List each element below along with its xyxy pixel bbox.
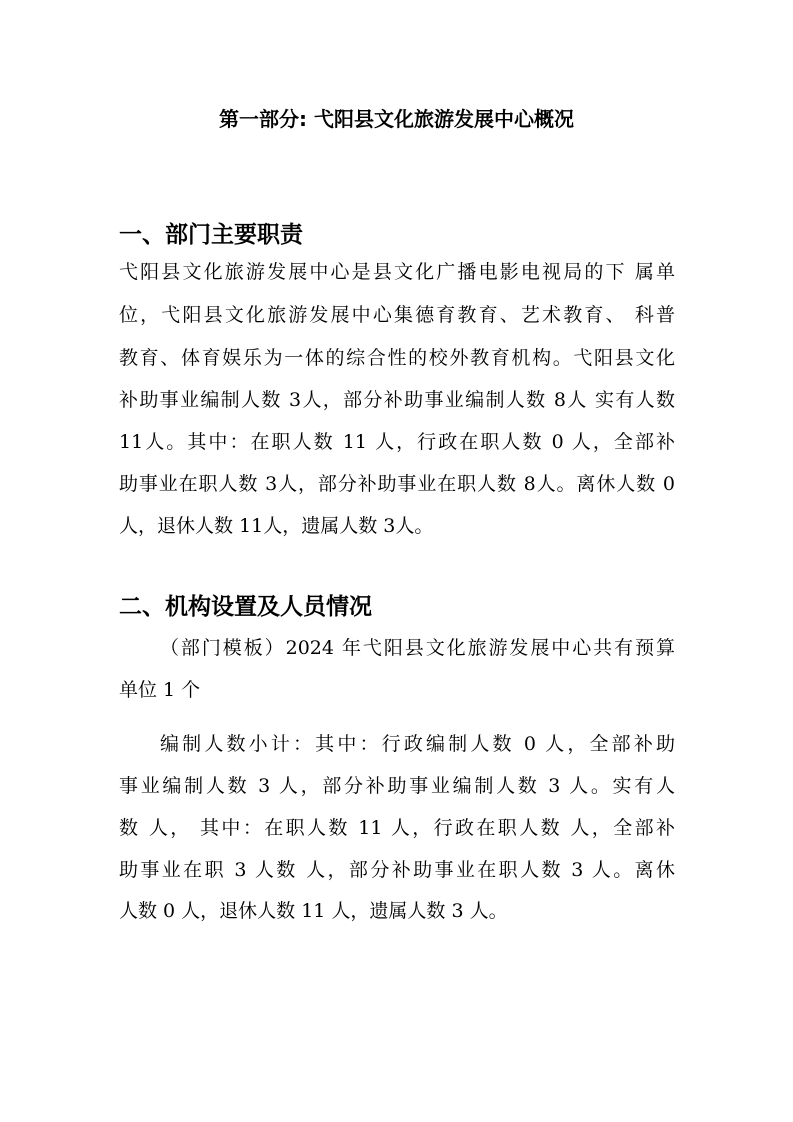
budget-units-line: （部门模板）2024 年弋阳县文化旅游发展中心共有预算 [160,637,675,659]
duties-line: 11人。其中：在职人数 11 人，行政在职人数 0 人，全部补 [119,431,675,453]
staffing-line: 助事业在职 3 人数 人，部分补助事业在职人数 3 人。离休 [119,859,675,881]
section-heading-duties: 一、部门主要职责 [119,222,303,248]
duties-line: 补助事业编制人数 3人，部分补助事业编制人数 8人 实有人数 [119,389,675,411]
duties-line: 教育、体育娱乐为一体的综合性的校外教育机构。弋阳县文化 [119,347,675,369]
staffing-line: 事业编制人数 3 人，部分补助事业编制人数 3 人。实有人 [119,775,675,797]
section-heading-organization: 二、机构设置及人员情况 [119,594,372,620]
duties-line: 位，弋阳县文化旅游发展中心集德育教育、艺术教育、 科普 [119,304,675,326]
document-title: 第一部分: 弋阳县文化旅游发展中心概况 [219,107,574,131]
staffing-line: 人数 0 人，退休人数 11 人，遗属人数 3 人。 [119,900,508,922]
duties-line: 弋阳县文化旅游发展中心是县文化广播电影电视局的下 属单 [119,261,675,283]
duties-line: 助事业在职人数 3人，部分补助事业在职人数 8人。离休人数 0 [119,473,675,495]
duties-line: 人，退休人数 11人，遗属人数 3人。 [119,515,434,537]
staffing-line: 编制人数小计：其中：行政编制人数 0 人，全部补助 [160,733,675,755]
budget-units-line: 单位 1 个 [119,679,201,701]
staffing-line: 数 人， 其中：在职人数 11 人，行政在职人数 人，全部补 [119,817,675,839]
